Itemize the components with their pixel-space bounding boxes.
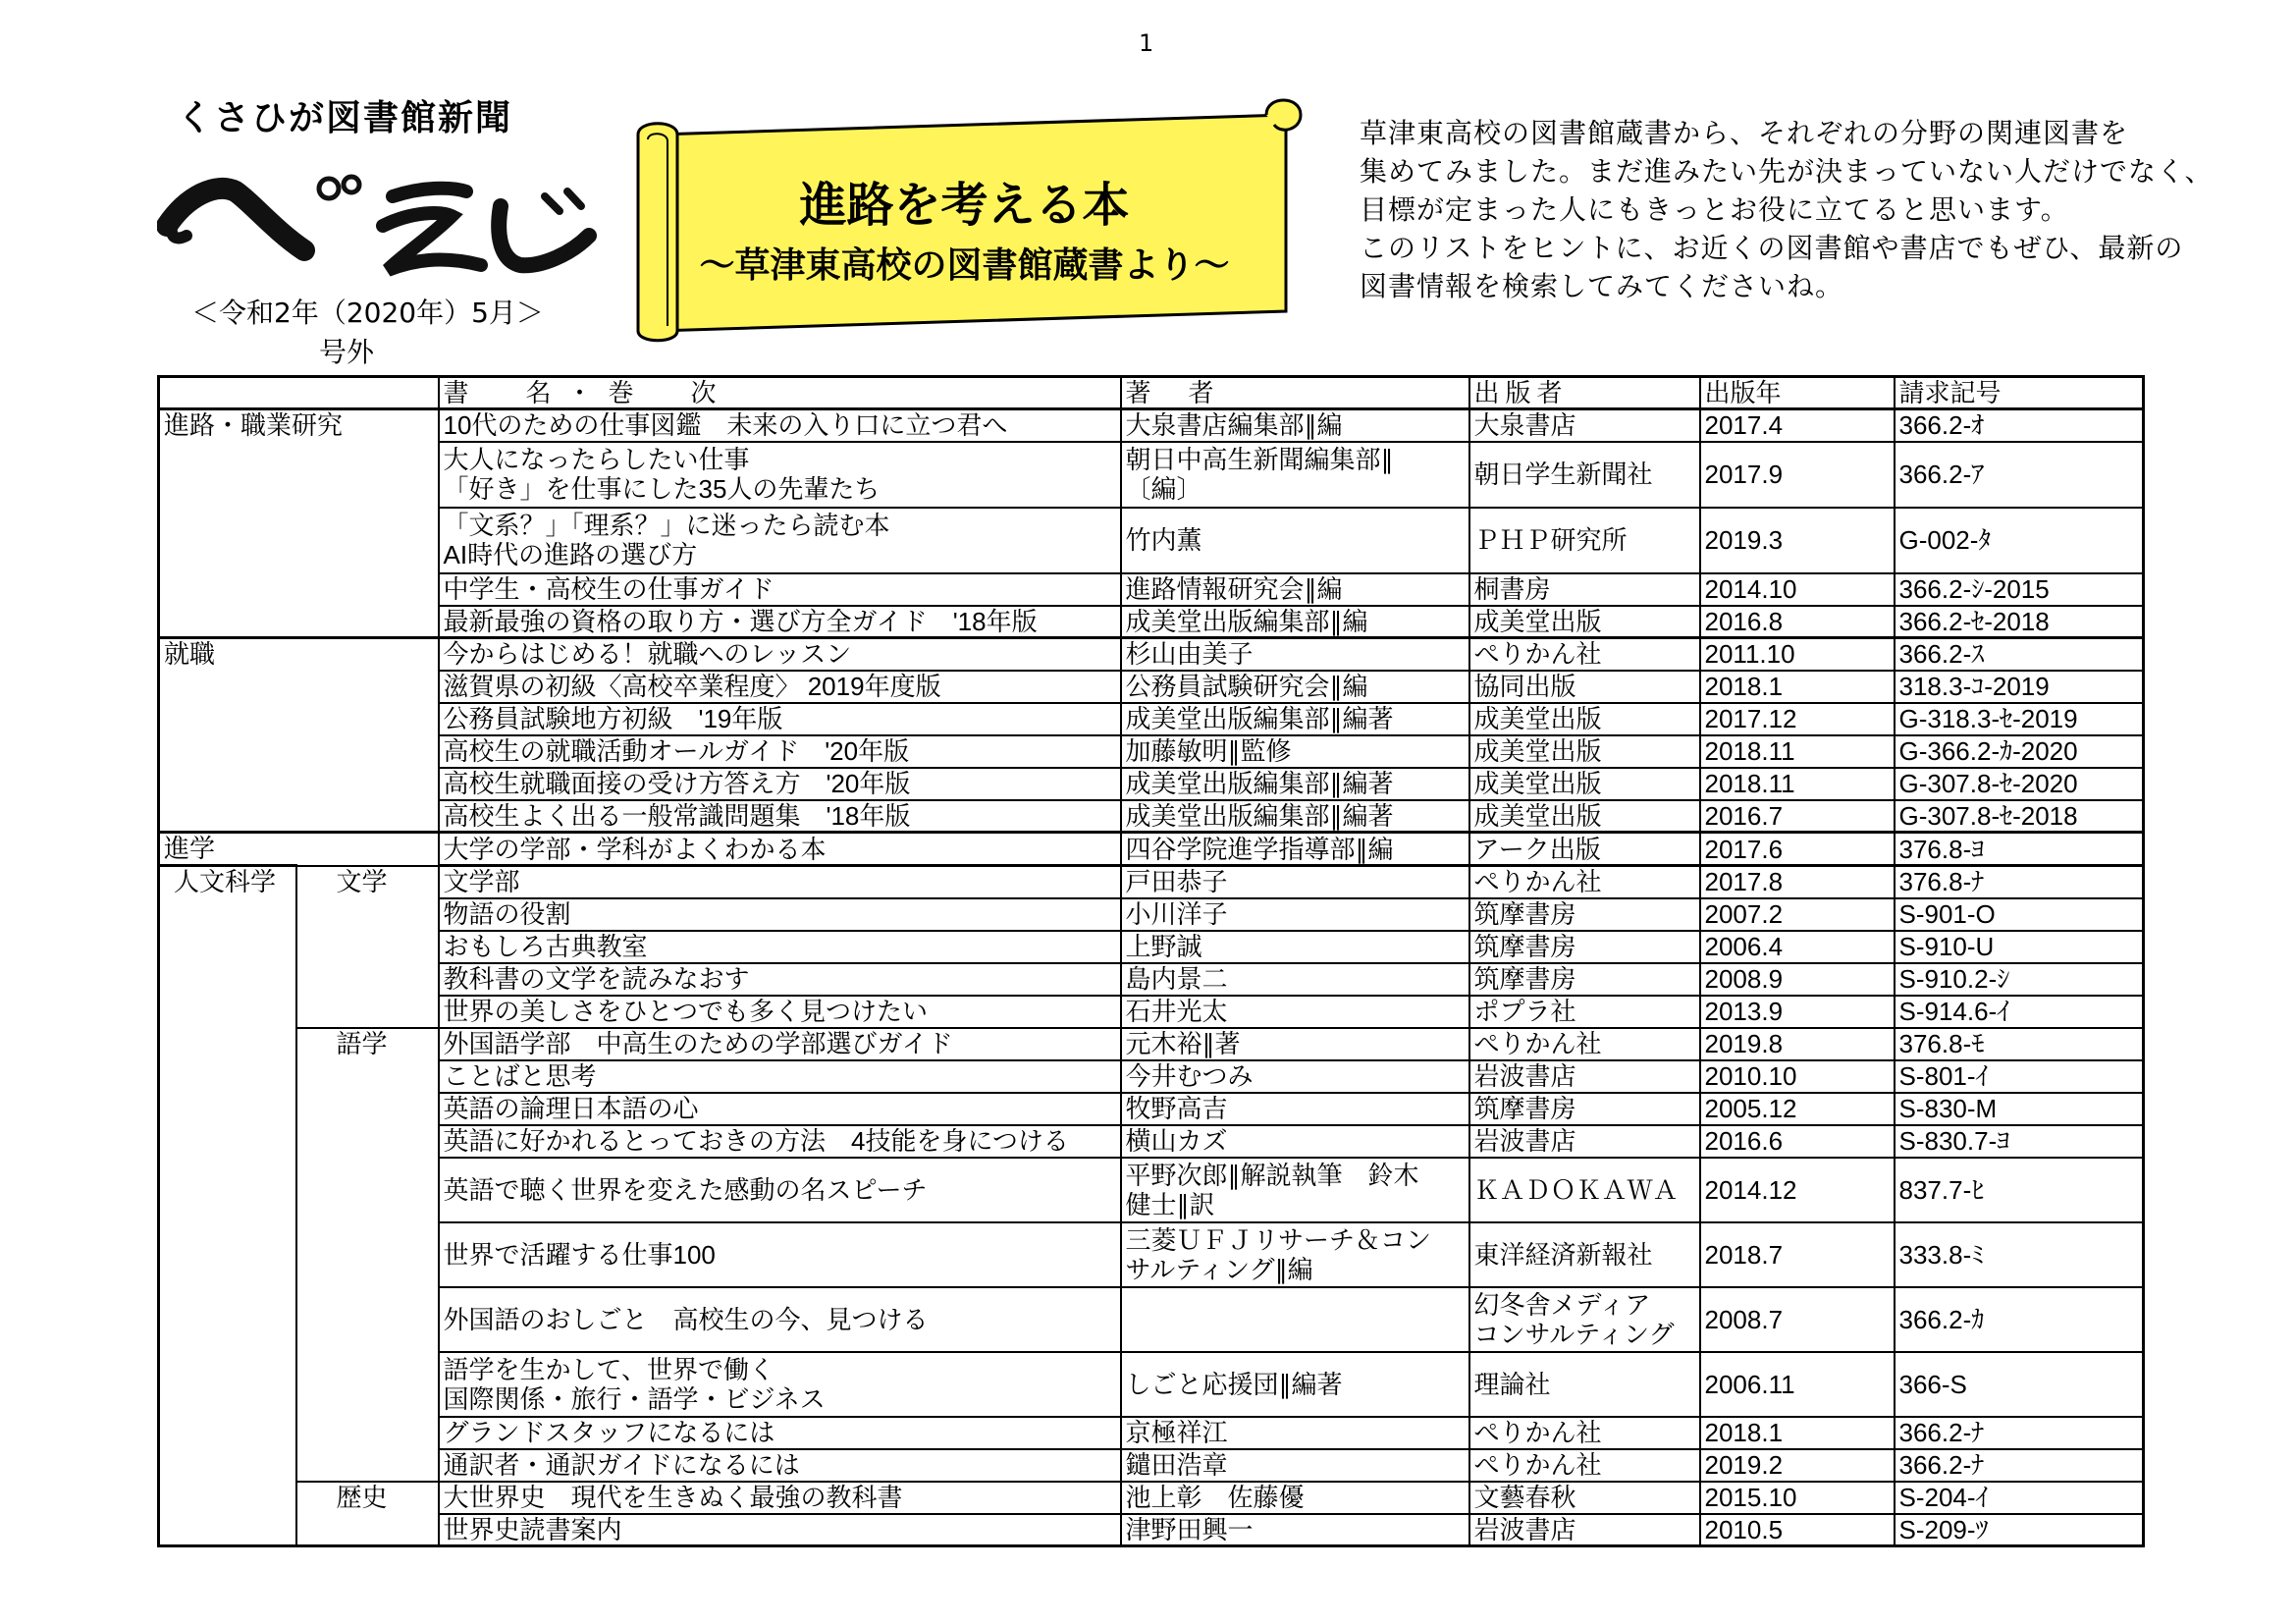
brush-logo [157, 157, 599, 290]
table-row [159, 1060, 2144, 1093]
book-year: 2019.2 [1700, 1449, 1895, 1482]
book-publisher: ぺりかん社 [1469, 1028, 1700, 1060]
book-publisher: 理論社 [1469, 1352, 1700, 1417]
book-call-number: 376.8-ﾖ [1895, 833, 2144, 866]
book-publisher: アーク出版 [1469, 833, 1700, 866]
table-row [159, 573, 2144, 606]
book-call-number: S-910-U [1895, 931, 2144, 963]
book-year: 2007.2 [1700, 898, 1895, 931]
book-publisher: ポプラ社 [1469, 996, 1700, 1028]
book-publisher: 成美堂出版 [1469, 703, 1700, 735]
table-row [159, 638, 2144, 671]
book-publisher: 成美堂出版 [1469, 800, 1700, 833]
book-year: 2017.8 [1700, 866, 1895, 898]
book-title: 文学部 [439, 866, 1121, 898]
book-call-number: 376.8-ﾅ [1895, 866, 2144, 898]
book-publisher: ぺりかん社 [1469, 638, 1700, 671]
book-publisher: 筑摩書房 [1469, 898, 1700, 931]
book-title: 外国語のおしごと 高校生の今、見つける [439, 1287, 1121, 1352]
book-author: 横山カズ [1121, 1125, 1469, 1158]
book-year: 2018.11 [1700, 735, 1895, 768]
book-author: 杉山由美子 [1121, 638, 1469, 671]
book-author: 公務員試験研究会∥編 [1121, 671, 1469, 703]
book-author: 進路情報研究会∥編 [1121, 573, 1469, 606]
book-publisher: 岩波書店 [1469, 1125, 1700, 1158]
book-title: ことばと思考 [439, 1060, 1121, 1093]
book-year: 2014.10 [1700, 573, 1895, 606]
book-call-number: S-910.2-ｼ [1895, 963, 2144, 996]
book-publisher: 岩波書店 [1469, 1514, 1700, 1546]
book-author: 大泉書店編集部∥編 [1121, 409, 1469, 442]
book-publisher: 筑摩書房 [1469, 1093, 1700, 1125]
book-author: 石井光太 [1121, 996, 1469, 1028]
book-author: 平野次郎∥解説執筆 鈴木 健士∥訳 [1121, 1158, 1469, 1222]
book-publisher: 文藝春秋 [1469, 1482, 1700, 1514]
table-row [159, 1222, 2144, 1287]
book-call-number: G-318.3-ｾ-2019 [1895, 703, 2144, 735]
book-title: 大世界史 現代を生きぬく最強の教科書 [439, 1482, 1121, 1514]
book-title: 今からはじめる！就職へのレッスン [439, 638, 1121, 671]
book-call-number: 376.8-ﾓ [1895, 1028, 2144, 1060]
table-row [159, 1158, 2144, 1222]
book-publisher: 協同出版 [1469, 671, 1700, 703]
header-category [159, 377, 439, 409]
header-author: 著 者 [1121, 377, 1469, 409]
table-row [159, 963, 2144, 996]
book-call-number: G-002-ﾀ [1895, 508, 2144, 573]
table-row [159, 409, 2144, 442]
book-call-number: S-801-ｲ [1895, 1060, 2144, 1093]
book-author: 四谷学院進学指導部∥編 [1121, 833, 1469, 866]
book-author: 成美堂出版編集部∥編著 [1121, 703, 1469, 735]
book-year: 2016.7 [1700, 800, 1895, 833]
book-year: 2019.8 [1700, 1028, 1895, 1060]
book-call-number: 366-S [1895, 1352, 2144, 1417]
book-call-number: S-901-O [1895, 898, 2144, 931]
banner-subtitle: 〜草津東高校の図書館蔵書より〜 [699, 245, 1230, 286]
book-call-number: 366.2-ｵ [1895, 409, 2144, 442]
subcategory-cell: 文学 [296, 866, 439, 1028]
book-author: 成美堂出版編集部∥編著 [1121, 768, 1469, 800]
book-call-number: 366.2-ｱ [1895, 442, 2144, 508]
table-row [159, 703, 2144, 735]
book-call-number: S-830-M [1895, 1093, 2144, 1125]
book-publisher: ＫＡＤＯＫＡＷＡ [1469, 1158, 1700, 1222]
table-row [159, 800, 2144, 833]
book-title: 物語の役割 [439, 898, 1121, 931]
book-publisher: 岩波書店 [1469, 1060, 1700, 1093]
book-title: グランドスタッフになるには [439, 1417, 1121, 1449]
book-publisher: 大泉書店 [1469, 409, 1700, 442]
header-title: 書 名・巻 次 [439, 377, 1121, 409]
book-title: 高校生就職面接の受け方答え方 '20年版 [439, 768, 1121, 800]
newspaper-masthead: くさひが図書館新聞 [177, 98, 513, 138]
book-title: 高校生の就職活動オールガイド '20年版 [439, 735, 1121, 768]
table-body [159, 409, 2144, 1546]
book-year: 2010.5 [1700, 1514, 1895, 1546]
book-year: 2013.9 [1700, 996, 1895, 1028]
issue-type: 号外 [319, 336, 375, 368]
book-year: 2018.1 [1700, 671, 1895, 703]
book-title: 語学を生かして、世界で働く 国際関係・旅行・語学・ビジネス [439, 1352, 1121, 1417]
book-author: 今井むつみ [1121, 1060, 1469, 1093]
book-call-number: G-307.8-ｾ-2020 [1895, 768, 2144, 800]
book-author: 朝日中高生新聞編集部∥ 〔編〕 [1121, 442, 1469, 508]
intro-line: このリストをヒントに、お近くの図書館や書店でもぜひ、最新の [1360, 232, 2184, 264]
subcategory-cell: 歴史 [296, 1482, 439, 1546]
book-call-number: S-830.7-ﾖ [1895, 1125, 2144, 1158]
book-year: 2017.9 [1700, 442, 1895, 508]
book-year: 2018.11 [1700, 768, 1895, 800]
book-title: 公務員試験地方初級 '19年版 [439, 703, 1121, 735]
book-title: 大人になったらしたい仕事 「好き」を仕事にした35人の先輩たち [439, 442, 1121, 508]
book-call-number: 366.2-ｼ-2015 [1895, 573, 2144, 606]
book-publisher: 成美堂出版 [1469, 735, 1700, 768]
table-row [159, 996, 2144, 1028]
book-year: 2017.4 [1700, 409, 1895, 442]
category-cell: 就職 [159, 638, 439, 833]
book-call-number: 366.2-ｽ [1895, 638, 2144, 671]
table-row [159, 1287, 2144, 1352]
table-row [159, 1028, 2144, 1060]
page-number: 1 [1139, 29, 1154, 57]
table-row [159, 931, 2144, 963]
book-publisher: 成美堂出版 [1469, 768, 1700, 800]
header-call-number: 請求記号 [1895, 377, 2144, 409]
book-author: 三菱ＵＦＪリサーチ＆コン サルティング∥編 [1121, 1222, 1469, 1287]
book-year: 2015.10 [1700, 1482, 1895, 1514]
book-title: 世界史読書案内 [439, 1514, 1121, 1546]
book-year: 2016.6 [1700, 1125, 1895, 1158]
table-row [159, 1449, 2144, 1482]
book-title: 最新最強の資格の取り方・選び方全ガイド '18年版 [439, 606, 1121, 638]
book-author: 成美堂出版編集部∥編 [1121, 606, 1469, 638]
intro-line: 集めてみました。まだ進みたい先が決まっていない人だけでなく、 [1360, 155, 2214, 188]
book-call-number: S-914.6-ｲ [1895, 996, 2144, 1028]
book-year: 2008.7 [1700, 1287, 1895, 1352]
book-author: 鑓田浩章 [1121, 1449, 1469, 1482]
table-row [159, 866, 2144, 898]
book-year: 2006.4 [1700, 931, 1895, 963]
book-call-number: 366.2-ﾅ [1895, 1417, 2144, 1449]
book-publisher: ぺりかん社 [1469, 1449, 1700, 1482]
intro-line: 図書情報を検索してみてくださいね。 [1360, 270, 1844, 302]
table-header-row [159, 377, 2144, 409]
book-year: 2005.12 [1700, 1093, 1895, 1125]
intro-text [1360, 114, 2263, 305]
book-author: 元木裕∥著 [1121, 1028, 1469, 1060]
book-call-number: 318.3-ｺ-2019 [1895, 671, 2144, 703]
book-year: 2017.12 [1700, 703, 1895, 735]
table-row [159, 735, 2144, 768]
category-cell: 進路・職業研究 [159, 409, 439, 638]
book-title: 外国語学部 中高生のための学部選びガイド [439, 1028, 1121, 1060]
book-author: 加藤敏明∥監修 [1121, 735, 1469, 768]
book-publisher: 筑摩書房 [1469, 963, 1700, 996]
table-row [159, 1482, 2144, 1514]
book-title: おもしろ古典教室 [439, 931, 1121, 963]
table-row [159, 1514, 2144, 1546]
table-row [159, 606, 2144, 638]
book-call-number: 837.7-ﾋ [1895, 1158, 2144, 1222]
book-call-number: S-204-ｲ [1895, 1482, 2144, 1514]
book-author: 島内景二 [1121, 963, 1469, 996]
banner-title: 進路を考える本 [799, 178, 1130, 233]
book-author: 竹内薫 [1121, 508, 1469, 573]
table-row [159, 1417, 2144, 1449]
book-year: 2011.10 [1700, 638, 1895, 671]
book-publisher: 成美堂出版 [1469, 606, 1700, 638]
intro-line: 草津東高校の図書館蔵書から、それぞれの分野の関連図書を [1360, 117, 2129, 149]
book-title: 英語に好かれるとっておきの方法 4技能を身につける [439, 1125, 1121, 1158]
book-year: 2008.9 [1700, 963, 1895, 996]
book-author: 京極祥江 [1121, 1417, 1469, 1449]
book-title: 高校生よく出る一般常識問題集 '18年版 [439, 800, 1121, 833]
book-author: 成美堂出版編集部∥編著 [1121, 800, 1469, 833]
book-year: 2017.6 [1700, 833, 1895, 866]
book-title: 「文系？」「理系？」に迷ったら読む本 AI時代の進路の選び方 [439, 508, 1121, 573]
book-year: 2018.7 [1700, 1222, 1895, 1287]
table-row [159, 442, 2144, 508]
book-author: 小川洋子 [1121, 898, 1469, 931]
book-title: 10代のための仕事図鑑 未来の入り口に立つ君へ [439, 409, 1121, 442]
book-publisher: 桐書房 [1469, 573, 1700, 606]
book-publisher: 朝日学生新聞社 [1469, 442, 1700, 508]
book-publisher: 東洋経済新報社 [1469, 1222, 1700, 1287]
category-cell: 進学 [159, 833, 439, 866]
issue-date: ＜令和2年（2020年）5月＞ [191, 297, 544, 329]
book-title: 大学の学部・学科がよくわかる本 [439, 833, 1121, 866]
book-author: 牧野高吉 [1121, 1093, 1469, 1125]
table-row [159, 1093, 2144, 1125]
book-call-number: G-366.2-ｶ-2020 [1895, 735, 2144, 768]
book-title: 教科書の文学を読みなおす [439, 963, 1121, 996]
book-year: 2018.1 [1700, 1417, 1895, 1449]
book-title: 通訳者・通訳ガイドになるには [439, 1449, 1121, 1482]
book-call-number: 366.2-ｶ [1895, 1287, 2144, 1352]
book-author: 上野誠 [1121, 931, 1469, 963]
book-year: 2019.3 [1700, 508, 1895, 573]
book-publisher: ぺりかん社 [1469, 1417, 1700, 1449]
book-list-table [157, 375, 2145, 1547]
header-publisher: 出版者 [1469, 377, 1700, 409]
book-publisher: ＰＨＰ研究所 [1469, 508, 1700, 573]
book-publisher: 筑摩書房 [1469, 931, 1700, 963]
book-publisher: ぺりかん社 [1469, 866, 1700, 898]
category-cell: 人文科学 [159, 866, 296, 1546]
book-year: 2010.10 [1700, 1060, 1895, 1093]
book-author: 戸田恭子 [1121, 866, 1469, 898]
book-title: 英語の論理日本語の心 [439, 1093, 1121, 1125]
table-row [159, 508, 2144, 573]
book-title: 世界の美しさをひとつでも多く見つけたい [439, 996, 1121, 1028]
book-year: 2006.11 [1700, 1352, 1895, 1417]
book-year: 2014.12 [1700, 1158, 1895, 1222]
book-call-number: G-307.8-ｾ-2018 [1895, 800, 2144, 833]
book-title: 中学生・高校生の仕事ガイド [439, 573, 1121, 606]
book-author: 津野田興一 [1121, 1514, 1469, 1546]
book-publisher: 幻冬舎メディア コンサルティング [1469, 1287, 1700, 1352]
book-call-number: S-209-ﾂ [1895, 1514, 2144, 1546]
book-author: 池上彰 佐藤優 [1121, 1482, 1469, 1514]
table-row [159, 1125, 2144, 1158]
table-row [159, 833, 2144, 866]
book-call-number: 366.2-ﾅ [1895, 1449, 2144, 1482]
book-author [1121, 1287, 1469, 1352]
book-author: しごと応援団∥編著 [1121, 1352, 1469, 1417]
book-title: 世界で活躍する仕事100 [439, 1222, 1121, 1287]
subcategory-cell: 語学 [296, 1028, 439, 1482]
book-title: 英語で聴く世界を変えた感動の名スピーチ [439, 1158, 1121, 1222]
book-call-number: 366.2-ｾ-2018 [1895, 606, 2144, 638]
table-row [159, 898, 2144, 931]
book-year: 2016.8 [1700, 606, 1895, 638]
table-row [159, 671, 2144, 703]
table-row [159, 768, 2144, 800]
intro-line: 目標が定まった人にもきっとお役に立てると思います。 [1360, 193, 2069, 226]
book-call-number: 333.8-ﾐ [1895, 1222, 2144, 1287]
table-row [159, 1352, 2144, 1417]
book-title: 滋賀県の初級〈高校卒業程度〉 2019年度版 [439, 671, 1121, 703]
header-year: 出版年 [1700, 377, 1895, 409]
